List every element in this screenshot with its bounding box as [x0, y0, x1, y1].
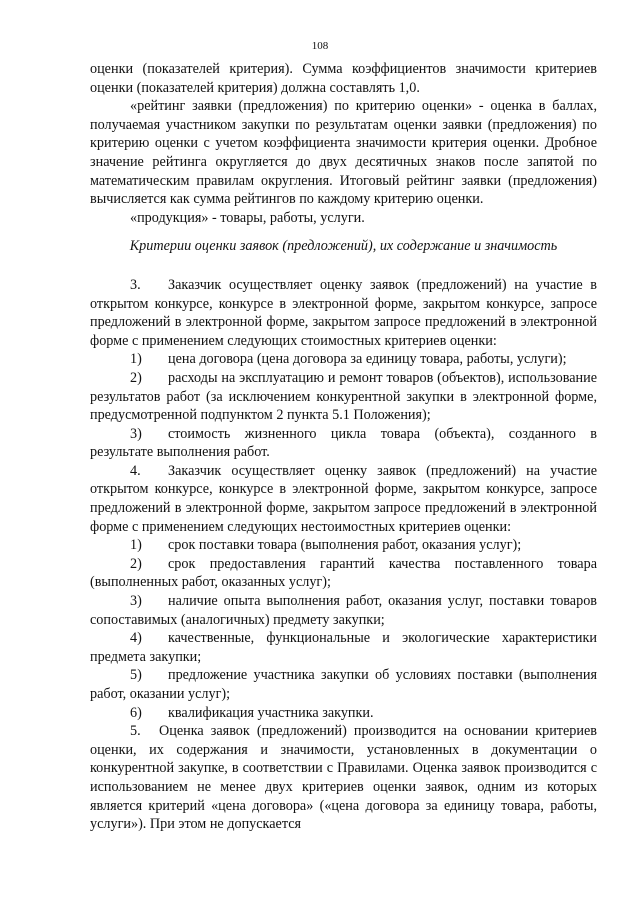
- clause-number: 4): [130, 630, 142, 647]
- clause-text: цена договора (цена договора за единицу товара, работы, услуги);: [168, 351, 567, 368]
- clause-number: 3): [130, 593, 142, 610]
- clause-text: срок предоставления гарантий качества поставленного товара (выполненных работ, оказанных услуг);: [90, 555, 597, 591]
- clause-4-5: [90, 666, 597, 703]
- clause-number: 2): [130, 555, 142, 572]
- section-heading: Критерии оценки заявок (предложений), их содержание и значимость: [129, 238, 558, 255]
- clause-text: стоимость жизненного цикла товара (объекта), созданного в результате выполнения работ.: [90, 425, 597, 461]
- clause-number: 2): [130, 369, 142, 386]
- clause-number: 6): [130, 704, 142, 721]
- page-number: 108: [311, 40, 329, 52]
- clause-number: 1): [130, 351, 142, 368]
- clause-3-3: [90, 425, 597, 462]
- clause-5: [90, 722, 597, 834]
- document-body: [90, 60, 597, 834]
- clause-4-1: [90, 536, 597, 555]
- clause-4-4: [90, 629, 597, 666]
- paragraph: «продукция» - товары, работы, услуги.: [130, 209, 365, 226]
- clause-number: 3): [130, 425, 142, 442]
- clause-text: расходы на эксплуатацию и ремонт товаров (объектов), использование результатов работ (за исключением конкурентной закупки в электронной форме, предусмотренной подпунктом 2 пункта 5.1 Положения);: [90, 369, 597, 424]
- clause-number: 5.: [130, 723, 141, 740]
- clause-text: качественные, функциональные и экологические характеристики предмета закупки;: [90, 630, 597, 665]
- paragraph: оценки (показателей критерия). Сумма коэффициентов значимости критериев оценки (показателей критерия) должна составлять 1,0.: [90, 61, 597, 96]
- clause-text: наличие опыта выполнения работ, оказания услуг, поставки товаров сопоставимых (аналогичных) предмету закупки;: [90, 593, 597, 628]
- clause-4-3: [90, 592, 597, 629]
- clause-number: 1): [130, 537, 142, 554]
- paragraph: «рейтинг заявки (предложения) по критерию оценки» - оценка в баллах, получаемая участником закупки по результатам оценки заявки (предложения) по критерию оценки с учетом коэффициента значимости критерия оценки. Дробное значение рейтинга округляется до двух десятичных знаков после запятой по математическим правилам округления. Итоговый рейтинг заявки (предложения) вычисляется как сумма рейтингов по каждому критерию оценки.: [90, 98, 597, 208]
- clause-text: срок поставки товара (выполнения работ, оказания услуг);: [168, 537, 522, 554]
- clause-text: квалификация участника закупки.: [168, 704, 374, 721]
- clause-text: Заказчик осуществляет оценку заявок (предложений) на участие в открытом конкурсе, конкурсе в электронной форме, закрытом конкурсе, запросе предложений в электронной форме, закрытом запросе предложений в электронной форме с применением следующих стоимостных критериев оценки:: [90, 276, 597, 349]
- clause-number: 3.: [130, 276, 141, 293]
- clause-3-2: [90, 369, 597, 425]
- clause-3-1: [90, 350, 597, 369]
- clause-text: Оценка заявок (предложений) производится на основании критериев оценки, их содержания и значимости, установленных в документации о конкурентной закупке, в соответствии с Правилами. Оценка заявок производится с использованием не менее двух критериев оценки заявок, одним из которых является критерий «цена договора» («цена договора за единицу товара, работы, услуги»). При этом не допускается: [90, 723, 597, 833]
- clause-4-2: [90, 555, 597, 592]
- clause-3: [90, 276, 597, 350]
- clause-number: 5): [130, 667, 142, 684]
- clause-text: предложение участника закупки об условиях поставки (выполнения работ, оказании услуг);: [90, 667, 597, 702]
- clause-4: [90, 462, 597, 536]
- clause-number: 4.: [130, 462, 141, 479]
- clause-text: Заказчик осуществляет оценку заявок (предложений) на участие открытом конкурсе, конкурсе в электронной форме, закрытом конкурсе, запросе предложений в электронной форме, закрытом запросе предложений в электронной форме с применением следующих нестоимостных критериев оценки:: [90, 462, 597, 535]
- clause-4-6: [90, 704, 597, 723]
